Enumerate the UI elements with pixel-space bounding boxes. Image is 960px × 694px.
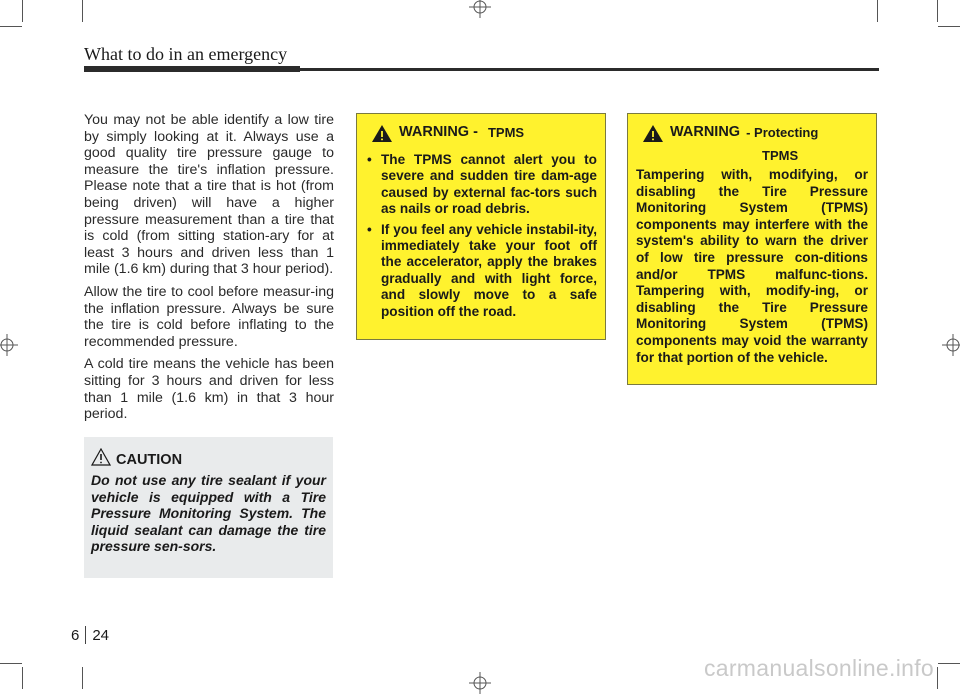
warning-subtitle: TPMS xyxy=(487,125,525,140)
registration-mark-icon xyxy=(469,672,491,694)
warning-bullet-list xyxy=(365,152,597,320)
page-number xyxy=(71,626,109,644)
watermark: carmanualsonline.info xyxy=(703,655,934,681)
body-paragraph: You may not be able identify a low tire by simply looking at it. Always use a good quality tire pressure gauge to measure the tire's inflation pressure. Please note that a tire that is hot (from being driven) will have a higher pressure measurement than a tire that is cold (from sitting station-ary for at least 3 hours and driven less than 1 mile (1.6 km) during that 3 hour period). xyxy=(84,112,334,278)
registration-mark-icon xyxy=(469,0,491,18)
warning-bullet: • The TPMS cannot alert you to severe and sudden tire dam-age caused by external fac-tors such as nails or road debris. xyxy=(367,152,597,217)
crop-mark xyxy=(82,667,83,689)
warning-subtitle-line2: TPMS xyxy=(762,148,799,163)
crop-mark xyxy=(877,0,878,22)
crop-mark xyxy=(938,663,960,664)
warning-title: WARNING xyxy=(670,124,741,140)
warning-dash: - xyxy=(469,124,482,140)
crop-mark xyxy=(0,663,22,664)
warning-box-protecting-tpms xyxy=(627,113,877,385)
section-title: What to do in an emergency xyxy=(84,44,288,64)
warning-triangle-icon xyxy=(371,124,393,148)
warning-header xyxy=(636,124,868,163)
warning-box-tpms xyxy=(356,113,606,340)
crop-mark xyxy=(22,667,23,689)
caution-header xyxy=(91,448,326,471)
bullet-icon: • xyxy=(367,221,372,237)
chapter-number: 6 xyxy=(71,626,80,644)
registration-mark-icon xyxy=(942,334,960,356)
crop-mark xyxy=(0,26,22,27)
warning-title: WARNING xyxy=(399,124,470,140)
caution-box xyxy=(84,437,333,578)
caution-text: Do not use any tire sealant if your vehicle is equipped with a Tire Pressure Monitoring System. The liquid sealant can damage the tire pressure sen-sors. xyxy=(91,472,326,555)
warning-text: Tampering with, modifying, or disabling the Tire Pressure Monitoring System (TPMS) components may interfere with the system's ability to warn the driver of low tire pressure con-ditions and/or TPMS malfunc-tions. Tampering with, modify-ing, or disabling the Tire Pressure Monitoring System (TPMS) components may void the warranty for that portion of the vehicle. xyxy=(636,167,868,365)
body-text-column xyxy=(84,112,334,429)
page-number-value: 24 xyxy=(92,626,110,644)
crop-mark xyxy=(938,26,960,27)
body-paragraph: Allow the tire to cool before measur-ing the inflation pressure. Always be sure the tire is cold before inflating to the recommended pressure. xyxy=(84,283,334,350)
crop-mark xyxy=(82,0,83,22)
warning-bullet: • If you feel any vehicle instabil-ity, immediately take your foot off the accelerator, apply the brakes gradually and with light force, and slowly move to a safe position off the road. xyxy=(367,221,597,319)
caution-title: CAUTION xyxy=(116,451,183,468)
crop-mark xyxy=(22,0,23,22)
caution-triangle-icon xyxy=(91,448,111,471)
crop-mark xyxy=(937,667,938,689)
crop-mark xyxy=(937,0,938,22)
registration-mark-icon xyxy=(0,334,18,356)
header-rule-accent xyxy=(84,66,300,72)
body-paragraph: A cold tire means the vehicle has been sitting for 3 hours and driven for less than 1 mile (1.6 km) in that 3 hour period. xyxy=(84,356,334,423)
warning-triangle-icon xyxy=(642,124,664,148)
page-number-divider xyxy=(85,626,86,644)
warning-header xyxy=(365,124,597,148)
warning-subtitle: - Protecting xyxy=(746,125,819,140)
bullet-icon: • xyxy=(367,152,372,167)
